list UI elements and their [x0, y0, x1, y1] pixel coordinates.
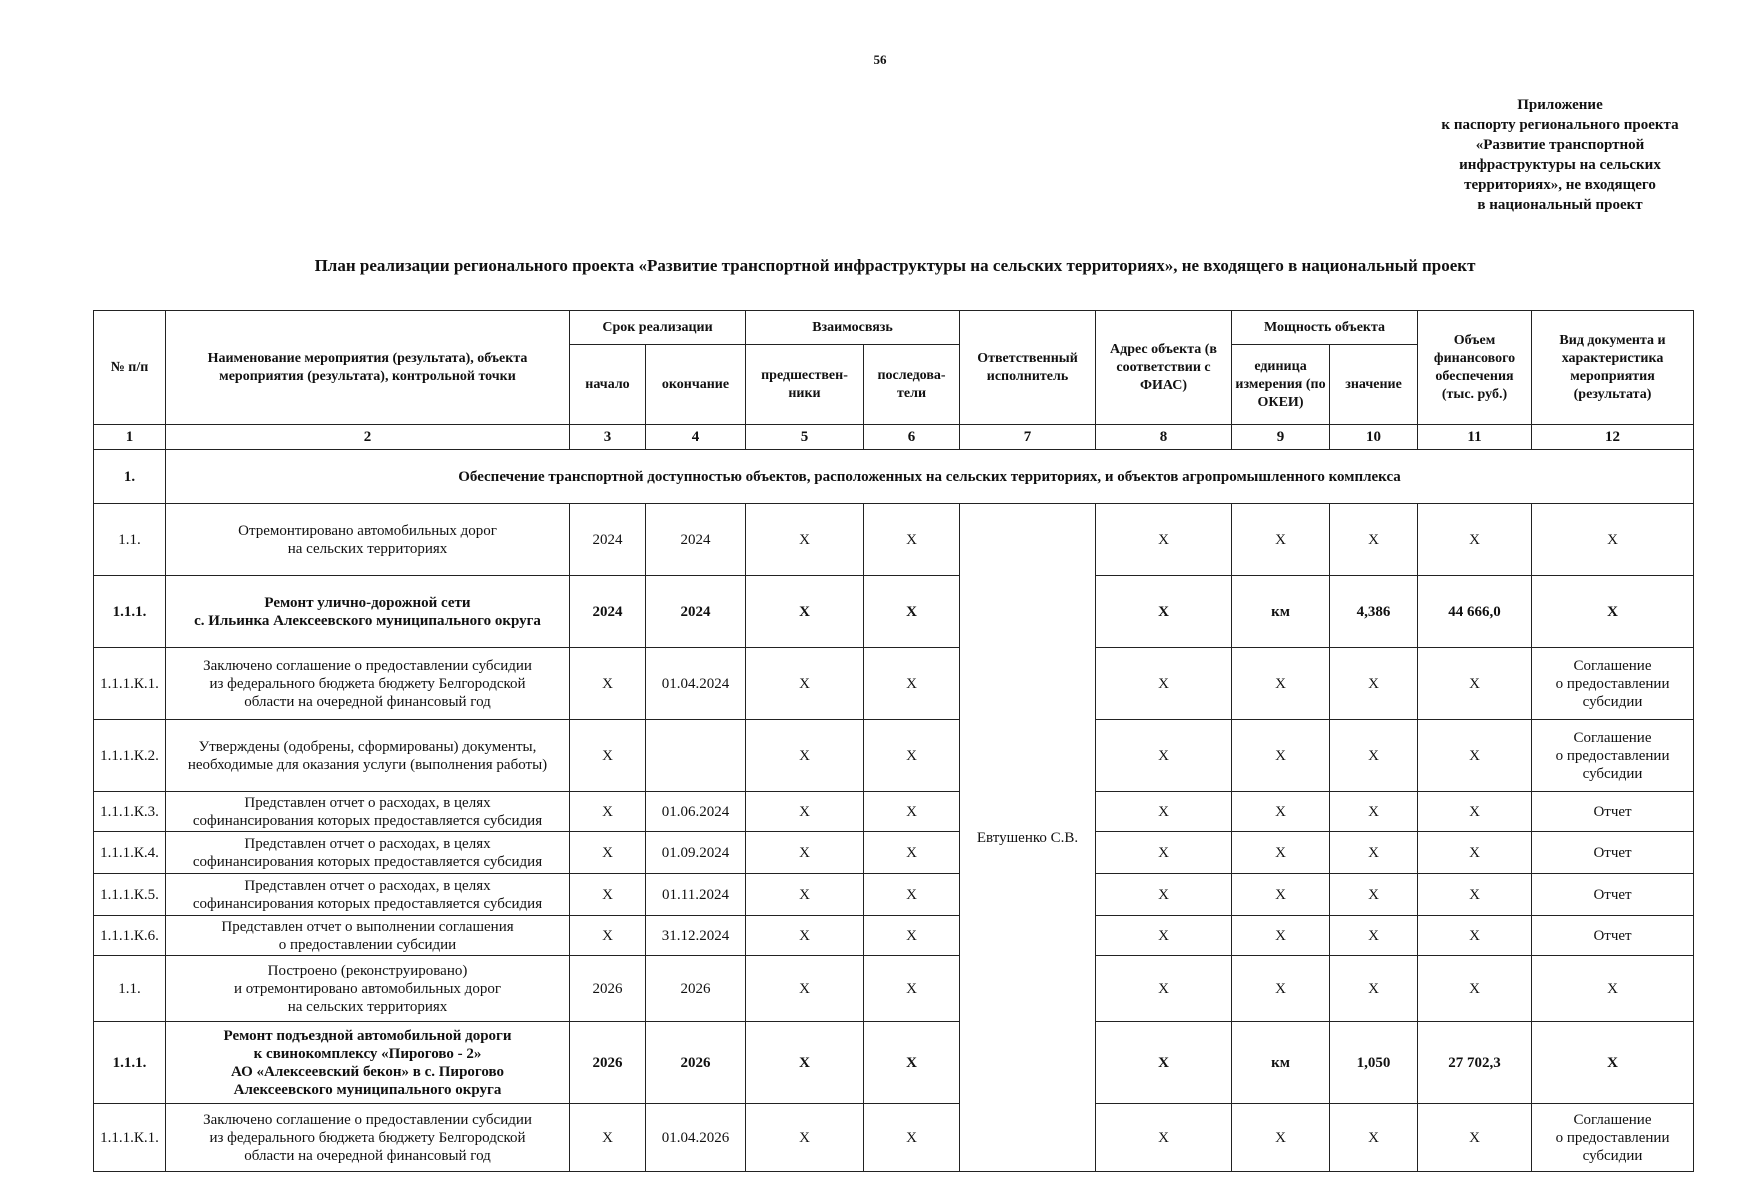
row-num: 1.1.1.К.2.: [94, 720, 166, 792]
row-doc-line: Отчет: [1593, 803, 1632, 820]
row-doc-line: субсидии: [1582, 693, 1643, 710]
row-name-line: из федерального бюджета бюджету Белгородской: [209, 1129, 526, 1146]
appendix-note: [1395, 95, 1725, 215]
row-name-line: Ремонт улично-дорожной сети: [264, 594, 471, 611]
row-value: X: [1330, 956, 1418, 1022]
table-row: [94, 720, 1694, 792]
row-funding: 44 666,0: [1418, 576, 1532, 648]
header-start: начало: [570, 345, 646, 425]
page-number: 56: [873, 52, 887, 67]
row-funding: X: [1418, 1104, 1532, 1172]
row-name-line: софинансирования которых предоставляется субсидия: [192, 812, 543, 829]
row-name: [166, 916, 570, 956]
row-name: [166, 792, 570, 832]
column-number: 3: [570, 425, 646, 450]
row-name-line: АО «Алексеевский бекон» в с. Пирогово: [231, 1063, 504, 1080]
row-end: 2026: [646, 1022, 746, 1104]
row-name: [166, 1104, 570, 1172]
row-address: X: [1096, 792, 1232, 832]
row-pred: X: [746, 1022, 864, 1104]
row-address: X: [1096, 504, 1232, 576]
row-end: 01.09.2024: [646, 832, 746, 874]
row-name-line: Заключено соглашение о предоставлении субсидии: [203, 1111, 532, 1128]
section-num: 1.: [94, 450, 166, 504]
row-end: 01.04.2026: [646, 1104, 746, 1172]
row-doc: [1532, 832, 1694, 874]
row-name-line: софинансирования которых предоставляется субсидия: [192, 853, 543, 870]
row-name: [166, 720, 570, 792]
row-succ: X: [864, 956, 960, 1022]
row-unit: X: [1232, 956, 1330, 1022]
row-pred: X: [746, 792, 864, 832]
row-doc-line: о предоставлении: [1555, 675, 1670, 692]
row-address: X: [1096, 832, 1232, 874]
row-end: 01.11.2024: [646, 874, 746, 916]
row-funding: X: [1418, 504, 1532, 576]
row-start: X: [570, 720, 646, 792]
row-num: 1.1.1.К.4.: [94, 832, 166, 874]
row-pred: X: [746, 648, 864, 720]
section-name: Обеспечение транспортной доступностью объектов, расположенных на сельских территориях, и объектов агропромышленного комплекса: [166, 450, 1694, 504]
column-number: 6: [864, 425, 960, 450]
row-name-line: области на очередной финансовый год: [244, 693, 491, 710]
row-unit: X: [1232, 916, 1330, 956]
column-numbers-row: [94, 425, 1694, 450]
row-end: [646, 720, 746, 792]
row-succ: X: [864, 1022, 960, 1104]
column-number: 2: [166, 425, 570, 450]
table-row: [94, 916, 1694, 956]
row-name-line: на сельских территориях: [287, 540, 448, 557]
row-doc: [1532, 648, 1694, 720]
row-doc: [1532, 1022, 1694, 1104]
row-name: [166, 956, 570, 1022]
row-doc-line: Соглашение: [1573, 729, 1652, 746]
header-capacity: Мощность объекта: [1232, 311, 1418, 345]
row-succ: X: [864, 720, 960, 792]
row-funding: X: [1418, 874, 1532, 916]
plan-table: [93, 310, 1694, 1172]
row-succ: X: [864, 648, 960, 720]
column-number: 5: [746, 425, 864, 450]
table-row: [94, 956, 1694, 1022]
row-address: X: [1096, 956, 1232, 1022]
row-value: X: [1330, 504, 1418, 576]
appendix-line: территориях», не входящего: [1464, 177, 1656, 193]
row-pred: X: [746, 720, 864, 792]
header-num: № п/п: [94, 311, 166, 425]
row-doc-line: X: [1607, 603, 1618, 620]
row-value: X: [1330, 720, 1418, 792]
row-unit: X: [1232, 874, 1330, 916]
row-num: 1.1.1.: [94, 576, 166, 648]
row-name-line: Утверждены (одобрены, сформированы) документы,: [198, 738, 537, 755]
row-pred: X: [746, 1104, 864, 1172]
row-num: 1.1.1.К.3.: [94, 792, 166, 832]
column-number: 1: [94, 425, 166, 450]
row-num: 1.1.1.: [94, 1022, 166, 1104]
table-row: [94, 832, 1694, 874]
row-name-line: Отремонтировано автомобильных дорог: [238, 522, 497, 539]
row-name-line: из федерального бюджета бюджету Белгородской: [209, 675, 526, 692]
header-value: значение: [1330, 345, 1418, 425]
row-end: 2024: [646, 576, 746, 648]
row-succ: X: [864, 1104, 960, 1172]
table-row: [94, 504, 1694, 576]
row-unit: X: [1232, 720, 1330, 792]
row-pred: X: [746, 956, 864, 1022]
row-funding: X: [1418, 648, 1532, 720]
row-value: 1,050: [1330, 1022, 1418, 1104]
header-doc-type: Вид документа и характеристика мероприятия (результата): [1532, 311, 1694, 425]
column-number: 9: [1232, 425, 1330, 450]
header-term: Срок реализации: [570, 311, 746, 345]
row-funding: X: [1418, 720, 1532, 792]
appendix-line: в национальный проект: [1477, 197, 1643, 213]
row-end: 01.04.2024: [646, 648, 746, 720]
row-name-line: Представлен отчет о расходах, в целях: [244, 794, 491, 811]
row-address: X: [1096, 1022, 1232, 1104]
row-num: 1.1.1.К.1.: [94, 1104, 166, 1172]
row-name: [166, 874, 570, 916]
row-end: 2024: [646, 504, 746, 576]
appendix-line: «Развитие транспортной: [1475, 137, 1645, 153]
header-address: Адрес объекта (в соответствии с ФИАС): [1096, 311, 1232, 425]
appendix-line: Приложение: [1517, 97, 1603, 113]
responsible-cell: Евтушенко С.В.: [960, 504, 1096, 1172]
row-unit: X: [1232, 1104, 1330, 1172]
row-name-line: Представлен отчет о расходах, в целях: [244, 835, 491, 852]
row-unit: X: [1232, 504, 1330, 576]
column-number: 10: [1330, 425, 1418, 450]
row-num: 1.1.1.К.5.: [94, 874, 166, 916]
row-num: 1.1.1.К.6.: [94, 916, 166, 956]
row-doc-line: X: [1607, 1054, 1618, 1071]
table-row: [94, 874, 1694, 916]
row-name-line: на сельских территориях: [287, 998, 448, 1015]
row-name-line: Заключено соглашение о предоставлении субсидии: [203, 657, 532, 674]
row-value: X: [1330, 1104, 1418, 1172]
table-row: [94, 648, 1694, 720]
row-name-line: Ремонт подъездной автомобильной дороги: [223, 1027, 512, 1044]
row-doc-line: X: [1607, 980, 1618, 997]
header-relation: Взаимосвязь: [746, 311, 960, 345]
row-funding: X: [1418, 792, 1532, 832]
row-doc: [1532, 504, 1694, 576]
row-start: X: [570, 1104, 646, 1172]
row-start: 2024: [570, 504, 646, 576]
row-doc-line: Соглашение: [1573, 1111, 1652, 1128]
row-unit: км: [1232, 576, 1330, 648]
table-body: [94, 450, 1694, 1172]
row-unit: X: [1232, 648, 1330, 720]
section-row: [94, 450, 1694, 504]
row-start: 2026: [570, 1022, 646, 1104]
header-pred: предшествен-ники: [746, 345, 864, 425]
row-doc-line: Отчет: [1593, 844, 1632, 861]
row-name-line: Алексеевского муниципального округа: [233, 1081, 502, 1098]
row-pred: X: [746, 916, 864, 956]
document-title: План реализации регионального проекта «Развитие транспортной инфраструктуры на сельских территориях», не входящего в национальный проект: [314, 256, 1476, 275]
row-num: 1.1.: [94, 504, 166, 576]
row-succ: X: [864, 874, 960, 916]
header-responsible: Ответственный исполнитель: [960, 311, 1096, 425]
row-unit: X: [1232, 832, 1330, 874]
row-doc-line: о предоставлении: [1555, 747, 1670, 764]
row-value: 4,386: [1330, 576, 1418, 648]
row-value: X: [1330, 916, 1418, 956]
table-row: [94, 1104, 1694, 1172]
row-succ: X: [864, 504, 960, 576]
row-succ: X: [864, 916, 960, 956]
row-name: [166, 648, 570, 720]
row-doc-line: Отчет: [1593, 886, 1632, 903]
row-doc: [1532, 720, 1694, 792]
row-succ: X: [864, 576, 960, 648]
row-address: X: [1096, 720, 1232, 792]
row-succ: X: [864, 832, 960, 874]
header-end: окончание: [646, 345, 746, 425]
row-name-line: Построено (реконструировано): [267, 962, 468, 979]
row-address: X: [1096, 1104, 1232, 1172]
row-value: X: [1330, 832, 1418, 874]
column-number: 11: [1418, 425, 1532, 450]
table-header: [94, 311, 1694, 450]
row-start: X: [570, 874, 646, 916]
row-name: [166, 576, 570, 648]
column-number: 12: [1532, 425, 1694, 450]
row-name-line: Представлен отчет о выполнении соглашения: [221, 918, 514, 935]
table-row: [94, 1022, 1694, 1104]
row-start: X: [570, 832, 646, 874]
row-funding: X: [1418, 832, 1532, 874]
row-start: X: [570, 648, 646, 720]
row-name-line: софинансирования которых предоставляется субсидия: [192, 895, 543, 912]
row-start: X: [570, 792, 646, 832]
header-succ: последова-тели: [864, 345, 960, 425]
row-succ: X: [864, 792, 960, 832]
row-name: [166, 1022, 570, 1104]
row-funding: 27 702,3: [1418, 1022, 1532, 1104]
row-pred: X: [746, 874, 864, 916]
row-end: 2026: [646, 956, 746, 1022]
row-name-line: области на очередной финансовый год: [244, 1147, 491, 1164]
appendix-line: инфраструктуры на сельских: [1459, 157, 1661, 173]
row-pred: X: [746, 832, 864, 874]
row-name: [166, 504, 570, 576]
row-address: X: [1096, 648, 1232, 720]
table-row: [94, 576, 1694, 648]
row-doc-line: субсидии: [1582, 765, 1643, 782]
header-funding: Объем финансового обеспечения (тыс. руб.): [1418, 311, 1532, 425]
row-doc-line: Отчет: [1593, 927, 1632, 944]
header-unit: единица измерения (по ОКЕИ): [1232, 345, 1330, 425]
row-num: 1.1.: [94, 956, 166, 1022]
row-name-line: необходимые для оказания услуги (выполнения работы): [187, 756, 548, 773]
row-doc-line: о предоставлении: [1555, 1129, 1670, 1146]
row-value: X: [1330, 874, 1418, 916]
row-start: 2024: [570, 576, 646, 648]
row-doc: [1532, 916, 1694, 956]
row-address: X: [1096, 576, 1232, 648]
row-doc-line: X: [1607, 531, 1618, 548]
row-value: X: [1330, 792, 1418, 832]
row-doc: [1532, 956, 1694, 1022]
column-number: 7: [960, 425, 1096, 450]
row-doc: [1532, 792, 1694, 832]
row-doc: [1532, 874, 1694, 916]
row-name-line: с. Ильинка Алексеевского муниципального округа: [194, 612, 541, 629]
row-num: 1.1.1.К.1.: [94, 648, 166, 720]
row-start: X: [570, 916, 646, 956]
row-name-line: о предоставлении субсидии: [278, 936, 457, 953]
appendix-line: к паспорту регионального проекта: [1441, 117, 1679, 133]
row-end: 31.12.2024: [646, 916, 746, 956]
row-value: X: [1330, 648, 1418, 720]
row-name-line: и отремонтировано автомобильных дорог: [234, 980, 501, 997]
row-end: 01.06.2024: [646, 792, 746, 832]
column-number: 4: [646, 425, 746, 450]
row-doc: [1532, 576, 1694, 648]
row-pred: X: [746, 504, 864, 576]
row-name-line: к свинокомплексу «Пирогово - 2»: [253, 1045, 482, 1062]
row-funding: X: [1418, 956, 1532, 1022]
row-start: 2026: [570, 956, 646, 1022]
row-unit: км: [1232, 1022, 1330, 1104]
row-doc: [1532, 1104, 1694, 1172]
row-unit: X: [1232, 792, 1330, 832]
table-row: [94, 792, 1694, 832]
row-name-line: Представлен отчет о расходах, в целях: [244, 877, 491, 894]
row-pred: X: [746, 576, 864, 648]
row-name: [166, 832, 570, 874]
header-name: Наименование мероприятия (результата), объекта мероприятия (результата), контрольной точки: [166, 311, 570, 425]
row-doc-line: субсидии: [1582, 1147, 1643, 1164]
row-address: X: [1096, 874, 1232, 916]
row-doc-line: Соглашение: [1573, 657, 1652, 674]
row-address: X: [1096, 916, 1232, 956]
column-number: 8: [1096, 425, 1232, 450]
row-funding: X: [1418, 916, 1532, 956]
